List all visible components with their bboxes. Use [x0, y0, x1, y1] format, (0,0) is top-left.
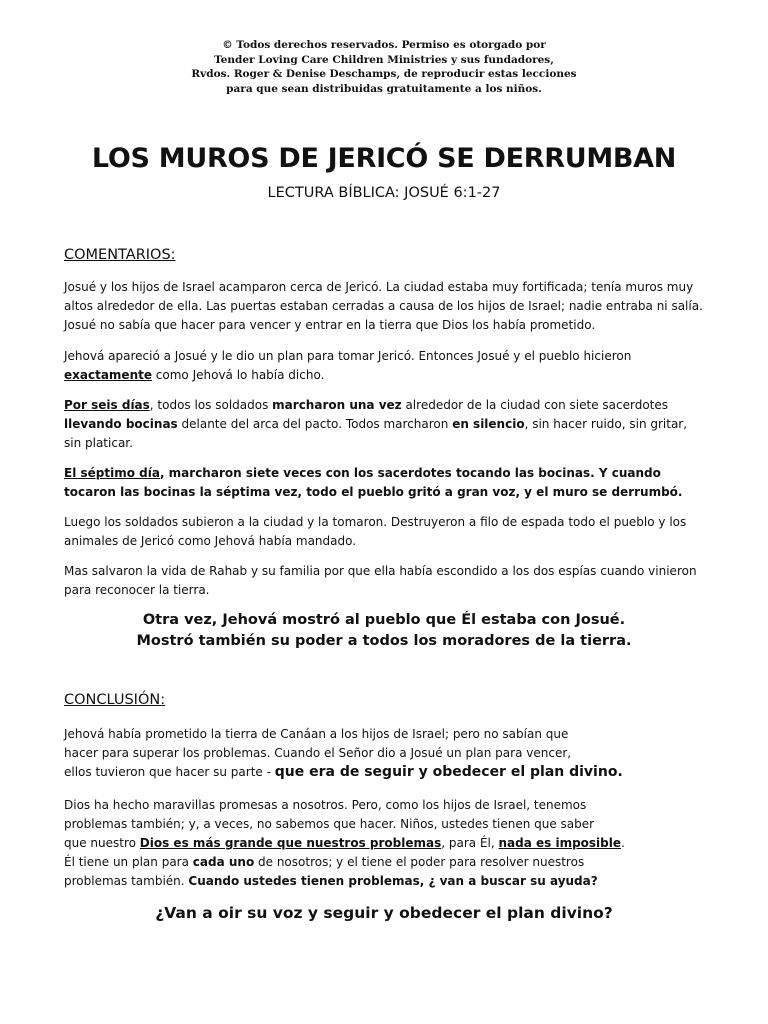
conclusion-paragraph-1 [64, 725, 714, 782]
comentarios-paragraph-1 [64, 278, 714, 335]
comentarios-paragraph-5 [64, 513, 714, 551]
text-line: Jehová apareció a Josué y le dio un plan para tomar Jericó. Entonces Josué y el pueblo hicieron [64, 349, 632, 363]
emphasis-text: exactamente [64, 368, 152, 382]
emphasis-text: en silencio [452, 417, 525, 431]
text-span: , todos los soldados [149, 398, 273, 412]
emphasis-text: marcharon una vez [272, 398, 402, 412]
conclusion-paragraph-2 [64, 796, 714, 891]
text-span: , sin hacer ruido, sin gritar, [524, 417, 688, 431]
text-line [64, 834, 714, 853]
text-line: Jehová había prometido la tierra de Canáan a los hijos de Israel; pero no sabían que [64, 727, 569, 741]
page-subtitle: LECTURA BÍBLICA: JOSUÉ 6:1-27 [267, 185, 501, 201]
callout-line: Otra vez, Jehová mostró al pueblo que Él estaba con Josué. [142, 612, 626, 628]
copyright-line: para que sean distribuidas gratuitamente a los niños. [226, 82, 542, 95]
text-line: animales de Jericó como Jehová había mandado. [64, 534, 357, 548]
text-line [64, 763, 714, 782]
text-span: ellos tuvieron que hacer su parte - [64, 765, 275, 779]
emphasis-text: Cuando ustedes tienen problemas, ¿ van a buscar su ayuda? [188, 874, 598, 888]
emphasis-text: llevando bocinas [64, 417, 178, 431]
emphasis-text: cada uno [192, 855, 255, 869]
emphasis-text: que era de seguir y obedecer el plan divino. [274, 764, 623, 780]
copyright-notice [0, 38, 768, 96]
emphasis-text: Por seis días [64, 398, 150, 412]
comentarios-paragraph-4 [64, 464, 714, 502]
text-line [64, 464, 714, 483]
text-line: hacer para superar los problemas. Cuando el Señor dio a Josué un plan para vencer, [64, 746, 572, 760]
callout-line: Mostró también su poder a todos los moradores de la tierra. [136, 633, 632, 649]
text-line [64, 415, 714, 434]
text-span: de nosotros; y el tiene el poder para resolver nuestros [254, 855, 585, 869]
text-line: Luego los soldados subieron a la ciudad y la tomaron. Destruyeron a filo de espada todo el pueblo y los [64, 515, 687, 529]
text-line: altos alrededor de ella. Las puertas estaban cerradas a causa de los hijos de Israel; nadie entraba ni salía. [64, 299, 703, 313]
text-line: sin platicar. [64, 436, 133, 450]
closing-question: ¿Van a oir su voz y seguir y obedecer el plan divino? [155, 904, 613, 922]
emphasis-text: El séptimo día [64, 466, 160, 480]
page-title: LOS MUROS DE JERICÓ SE DERRUMBAN [91, 143, 677, 174]
text-span: problemas también. [64, 874, 189, 888]
comentarios-callout [0, 610, 768, 652]
copyright-line: © Todos derechos reservados. Permiso es otorgado por [222, 39, 546, 51]
copyright-line: Rvdos. Roger & Denise Deschamps, de reproducir estas lecciones [191, 68, 577, 80]
text-line: Josué no sabía que hacer para vencer y entrar en la tierra que Dios los había prometido. [64, 318, 596, 332]
text-line: tocaron las bocinas la séptima vez, todo el pueblo gritó a gran voz, y el muro se derrumbó. [64, 485, 683, 499]
text-span: alrededor de la ciudad con siete sacerdotes [401, 398, 668, 412]
text-line: Mas salvaron la vida de Rahab y su familia por que ella había escondido a los dos espías cuando vinieron [64, 564, 697, 578]
comentarios-paragraph-3 [64, 396, 714, 453]
text-line [64, 872, 714, 891]
emphasis-text: Dios es más grande que nuestros problemas [139, 836, 442, 850]
text-line: Josué y los hijos de Israel acamparon cerca de Jericó. La ciudad estaba muy fortificada; tenía muros muy [64, 280, 694, 294]
text-line: Dios ha hecho maravillas promesas a nosotros. Pero, como los hijos de Israel, tenemos [64, 798, 587, 812]
text-span: Él tiene un plan para [64, 855, 193, 869]
text-line [64, 366, 714, 385]
comentarios-heading: COMENTARIOS: [64, 247, 176, 263]
comentarios-paragraph-6 [64, 562, 714, 600]
text-span: . [621, 836, 625, 850]
text-span: como Jehová lo había dicho. [151, 368, 325, 382]
text-line: para reconocer la tierra. [64, 583, 210, 597]
emphasis-text: nada es imposible [498, 836, 622, 850]
comentarios-paragraph-2 [64, 347, 714, 385]
copyright-line: Tender Loving Care Children Ministries y sus fundadores, [214, 53, 554, 66]
text-line [64, 853, 714, 872]
conclusion-heading: CONCLUSIÓN: [64, 692, 166, 708]
text-span: que nuestro [64, 836, 140, 850]
text-line: problemas también; y, a veces, no sabemos que hacer. Niños, ustedes tienen que saber [64, 817, 595, 831]
text-span: , para Él, [441, 836, 499, 850]
text-span: delante del arca del pacto. Todos marcharon [177, 417, 453, 431]
text-line [64, 396, 714, 415]
text-span: , marcharon siete veces con los sacerdotes tocando las bocinas. Y cuando [159, 466, 661, 480]
